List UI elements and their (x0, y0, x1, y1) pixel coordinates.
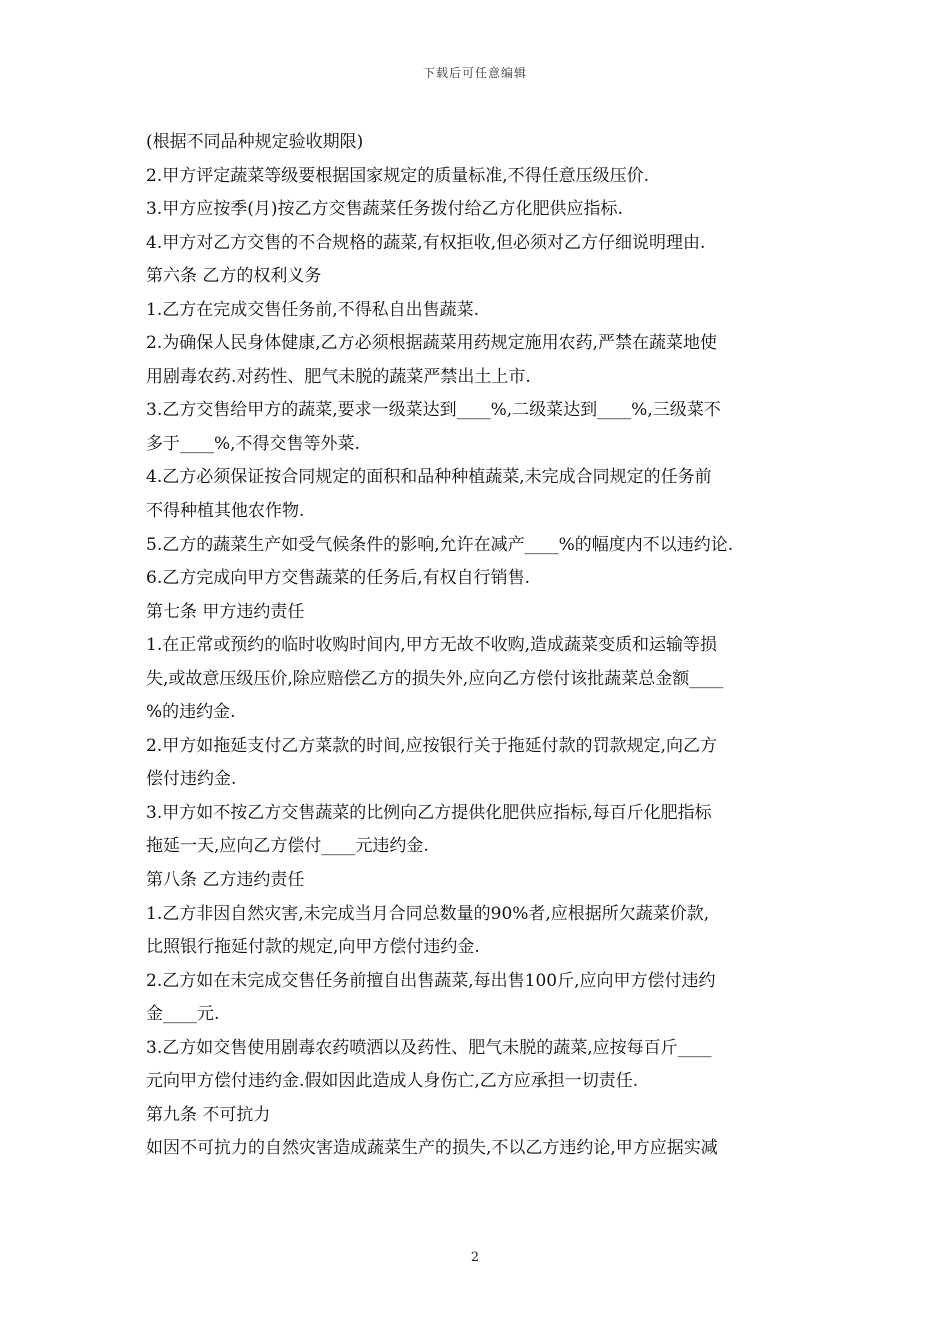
section-heading: 第六条 乙方的权利义务 (146, 266, 322, 287)
text-line: 1.在正常或预约的临时收购时间内,甲方无故不收购,造成蔬菜变质和运输等损 (146, 635, 718, 656)
text-line: 比照银行拖延付款的规定,向甲方偿付违约金. (146, 937, 480, 958)
text-line: 1.乙方在完成交售任务前,不得私自出售蔬菜. (146, 299, 480, 320)
text-line: 拖延一天,应向乙方偿付____元违约金. (146, 836, 429, 857)
text-line: 4.乙方必须保证按合同规定的面积和品种种植蔬菜,未完成合同规定的任务前 (146, 467, 712, 488)
text-line: 用剧毒农药.对药性、肥气未脱的蔬菜严禁出土上市. (146, 366, 531, 387)
text-line: 2.甲方如拖延支付乙方菜款的时间,应按银行关于拖延付款的罚款规定,向乙方 (146, 735, 718, 756)
page-header: 下载后可任意编辑 (422, 66, 527, 80)
text-line: 不得种植其他农作物. (146, 501, 305, 522)
section-heading: 第七条 甲方违约责任 (146, 601, 305, 622)
text-line: 偿付违约金. (146, 769, 237, 790)
document-body (146, 126, 816, 1166)
text-line: 1.乙方非因自然灾害,未完成当月合同总数量的90%者,应根据所欠蔬菜价款, (146, 903, 710, 924)
text-line: 6.乙方完成向甲方交售蔬菜的任务后,有权自行销售. (146, 568, 531, 589)
text-line: 3.甲方如不按乙方交售蔬菜的比例向乙方提供化肥供应指标,每百斤化肥指标 (146, 802, 712, 823)
text-line: 2.甲方评定蔬菜等级要根据国家规定的质量标准,不得任意压级压价. (146, 165, 650, 186)
text-line: 金____元. (146, 1004, 220, 1025)
text-line: 失,或故意压级压价,除应赔偿乙方的损失外,应向乙方偿付该批蔬菜总金额____ (146, 668, 724, 689)
text-line: 元向甲方偿付违约金.假如因此造成人身伤亡,乙方应承担一切责任. (146, 1071, 639, 1092)
section-heading: 第九条 不可抗力 (146, 1104, 271, 1125)
text-line: 3.甲方应按季(月)按乙方交售蔬菜任务拨付给乙方化肥供应指标. (146, 199, 623, 220)
text-line: (根据不同品种规定验收期限) (146, 132, 364, 152)
text-line: 5.乙方的蔬菜生产如受气候条件的影响,允许在减产____%的幅度内不以违约论. (146, 534, 734, 555)
text-line: %的违约金. (146, 702, 236, 723)
text-line: 多于____%,不得交售等外菜. (146, 433, 360, 454)
text-line: 2.乙方如在未完成交售任务前擅自出售蔬菜,每出售100斤,应向甲方偿付违约 (146, 970, 716, 991)
text-line: 2.为确保人民身体健康,乙方必须根据蔬菜用药规定施用农药,严禁在蔬菜地使 (146, 333, 718, 354)
section-heading: 第八条 乙方违约责任 (146, 870, 305, 891)
text-line: 3.乙方如交售使用剧毒农药喷洒以及药性、肥气未脱的蔬菜,应按每百斤____ (146, 1037, 712, 1058)
text-line: 如因不可抗力的自然灾害造成蔬菜生产的损失,不以乙方违约论,甲方应据实减 (146, 1138, 718, 1159)
page-number: 2 (470, 1250, 480, 1265)
text-line: 4.甲方对乙方交售的不合规格的蔬菜,有权拒收,但必须对乙方仔细说明理由. (146, 232, 706, 253)
text-line: 3.乙方交售给甲方的蔬菜,要求一级菜达到____%,二级菜达到____%,三级菜不 (146, 400, 721, 421)
